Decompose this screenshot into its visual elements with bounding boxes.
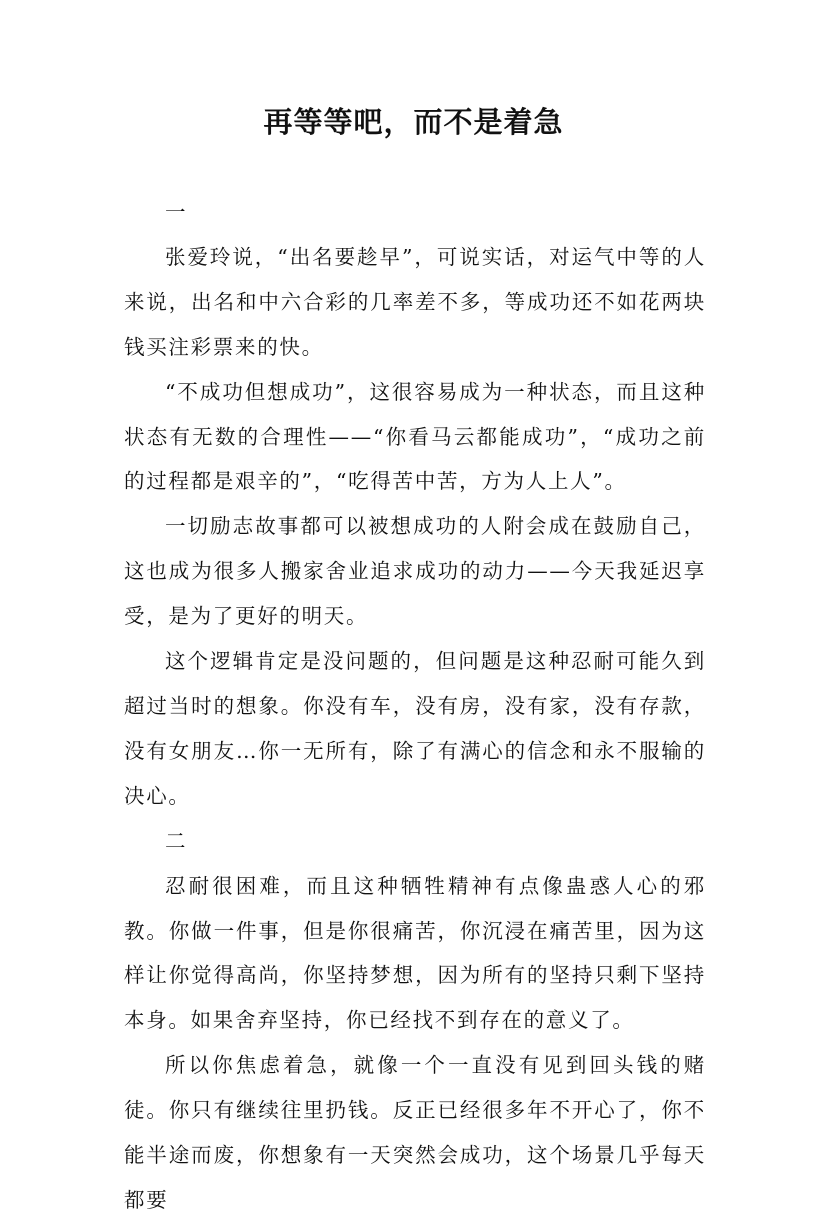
section-heading: 二: [165, 828, 188, 853]
section-heading: 一: [165, 200, 188, 224]
paragraph: 这个逻辑肯定是没问题的，但问题是这种忍耐可能久到超过当时的想象。你没有车，没有房，没有家，没有存款，没有女朋友…你一无所有，除了有满心的信念和永不服输的决心。: [124, 649, 706, 808]
paragraph: 一切励志故事都可以被想成功的人附会成在鼓励自己，这也成为很多人搬家舍业追求成功的动力——今天我延迟享受，是为了更好的明天。: [124, 514, 706, 629]
paragraph: “不成功但想成功”，这很容易成为一种状态，而且这种状态有无数的合理性——“你看马云都能成功”，“成功之前的过程都是艰辛的”，“吃得苦中苦，方为人上人”。: [124, 379, 706, 494]
article-body: [124, 190, 706, 1223]
paragraph: 所以你焦虑着急，就像一个一直没有见到回头钱的赌徒。你只有继续往里扔钱。反正已经很多年不开心了，你不能半途而废，你想象有一天突然会成功，这个场景几乎每天都要: [124, 1053, 706, 1212]
page-title: 再等等吧，而不是着急: [263, 105, 564, 139]
paragraph: 张爱玲说，“出名要趁早”，可说实话，对运气中等的人来说，出名和中六合彩的几率差不多，等成功还不如花两块钱买注彩票来的快。: [124, 244, 706, 359]
paragraph: 忍耐很困难，而且这种牺牲精神有点像蛊惑人心的邪教。你做一件事，但是你很痛苦，你沉浸在痛苦里，因为这样让你觉得高尚，你坚持梦想，因为所有的坚持只剩下坚持本身。如果舍弃坚持，你已经找不到存在的意义了。: [124, 873, 706, 1033]
